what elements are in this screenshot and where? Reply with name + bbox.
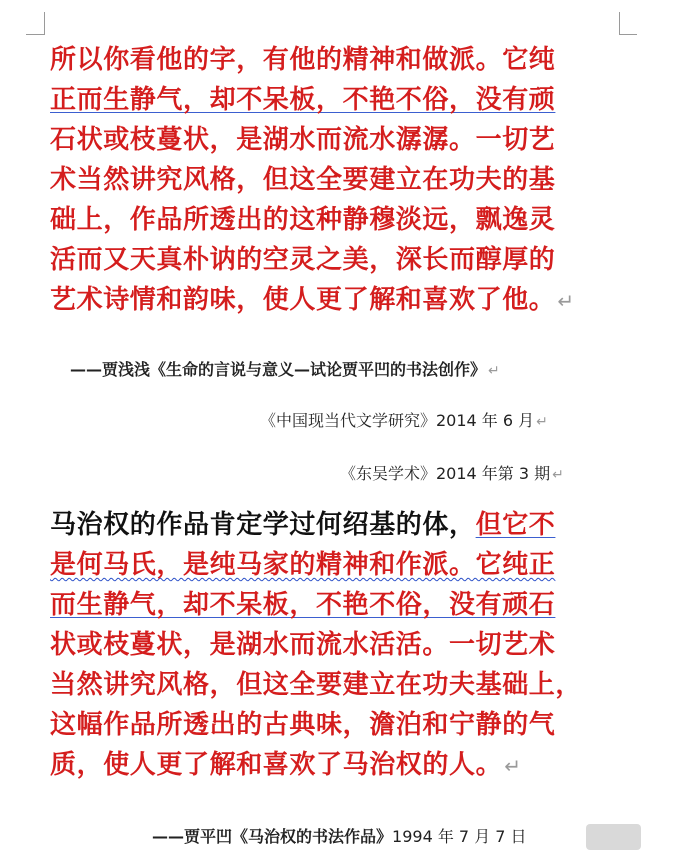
para2-line-2-text: 是何马氏，是纯马家的精神和作派。它纯正 [50,550,556,580]
citation-1-title: 《生命的言说与意义—试论贾平凹的书法创作》 [150,360,487,379]
paragraph-mark: ↵ [488,363,500,379]
paragraph-mark: ↵ [536,414,548,430]
para2-line-1 [50,505,630,545]
para1-line-4: 术当然讲究风格，但这全要建立在功夫的基 [50,165,556,195]
para1-line-7-text: 艺术诗情和韵味，使人更了解和喜欢了他。 [50,285,556,315]
para1-line-3: 石状或枝蔓状，是湖水而流水潺潺。一切艺 [50,125,556,155]
corner-mark-top-right-h [619,34,637,35]
watermark-overlay [586,824,641,850]
paragraph-mark: ↵ [504,754,522,778]
quote-paragraph-1 [50,40,630,320]
journal-citation-1 [260,408,548,431]
citation-2-date: 1994 年 7 月 7 日 [392,827,527,846]
para2-line-1-red-text: 但它不 [475,510,556,540]
paragraph-mark: ↵ [552,467,564,483]
citation-2-dash: —— [152,827,184,846]
journal-citation-1-text: 《中国现当代文学研究》2014 年 6 月 [260,411,535,430]
para1-line-7 [50,280,630,320]
para2-line-7 [50,745,630,785]
citation-1 [70,357,500,380]
citation-2 [152,824,527,847]
para1-line-6: 活而又天真朴讷的空灵之美，深长而醇厚的 [50,245,556,275]
para2-line-3 [50,585,630,625]
journal-citation-2 [340,461,564,484]
paragraph-mark: ↵ [557,289,575,313]
corner-mark-top-right-v [619,12,620,35]
citation-2-title: 《马治权的书法作品》 [232,827,393,846]
citation-1-author: 贾浅浅 [102,360,151,379]
para1-line-2-text: 正而生静气，却不呆板，不艳不俗，没有顽 [50,85,556,115]
para2-line-7-text: 质，使人更了解和喜欢了马治权的人。 [50,750,503,780]
corner-mark-top-left-h [26,34,44,35]
para2-line-4: 状或枝蔓状，是湖水而流水活活。一切艺术 [50,630,556,660]
para2-line-3-text: 而生静气，却不呆板，不艳不俗，没有顽石 [50,590,556,620]
para1-line-2 [50,80,630,120]
journal-citation-2-text: 《东吴学术》2014 年第 3 期 [340,464,551,483]
para1-line-1: 所以你看他的字，有他的精神和做派。它纯 [50,45,556,75]
citation-2-author: 贾平凹 [184,827,233,846]
para1-line-5: 础上，作品所透出的这种静穆淡远，飘逸灵 [50,205,556,235]
para2-line-6: 这幅作品所透出的古典味，澹泊和宁静的气 [50,710,556,740]
citation-1-dash: —— [70,360,102,379]
para2-line-2 [50,545,630,585]
para2-line-1-black-text: 马治权的作品肯定学过何绍基的体， [50,510,476,540]
para2-line-5: 当然讲究风格，但这全要建立在功夫基础上， [50,670,583,700]
quote-paragraph-2 [50,505,630,785]
corner-mark-top-left-v [44,12,45,35]
